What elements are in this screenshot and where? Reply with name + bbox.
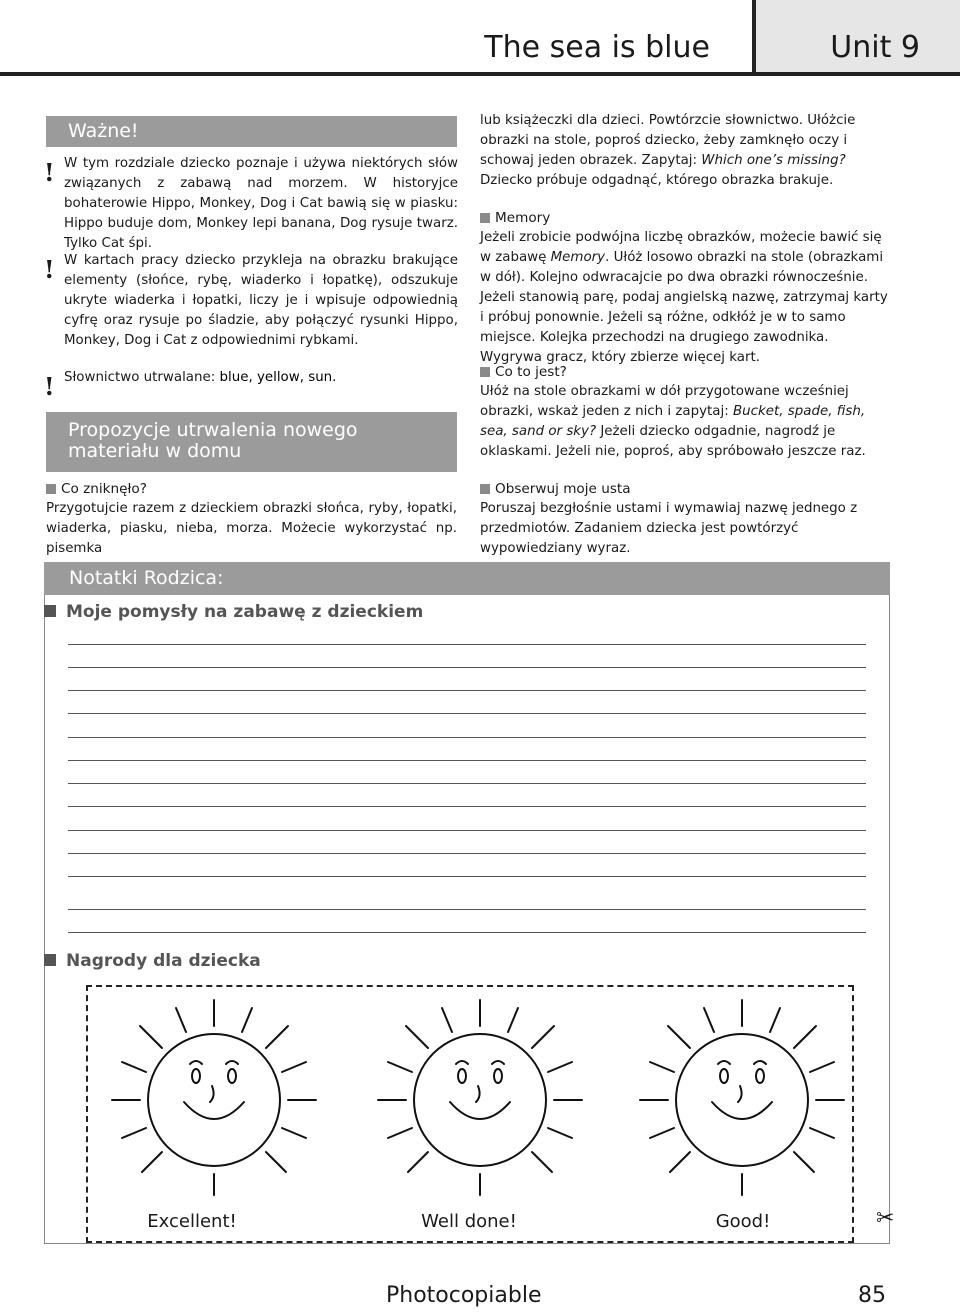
header-separator [752, 0, 756, 76]
page-title: The sea is blue [484, 30, 710, 65]
exclamation-icon: ! [44, 255, 55, 284]
wazne-paragraph-2: W kartach pracy dziecko przykleja na obrazku brakujące elementy (słońce, rybę, wiaderko i łopatkę), odszukuje ukryte wiaderka i łopatki, liczy je i wpisuje odpowiednią cyfrę oraz rysuje po śladzie, aby połączyć rysunki Hippo, Monkey, Dog i Cat z odpowiednimi rybkami. [64, 253, 458, 348]
writing-line[interactable] [68, 690, 866, 691]
square-bullet-icon [44, 954, 56, 966]
writing-line[interactable] [68, 932, 866, 933]
header-rule [0, 72, 960, 76]
unit-label: Unit 9 [830, 30, 920, 65]
smiling-sun-icon [632, 990, 852, 1200]
memory-text: Jeżeli zrobicie podwójna liczbę obrazków, możecie bawić się w zabawę Memory. Ułóż losowo obrazki na stole (obrazkami w dół). Kolejno odwracajcie po dwa obrazki równocześnie. Jeżeli stanowią parę, podaj angielską nazwę, zatrzymaj karty i próbuj ponownie. Jeżeli są różne, odkłóż je w to samo miejsce. Kolejka przechodzi na drugiego zawodnika. Wygrywa gracz, który zbierze więcej kart. [480, 230, 888, 365]
vocabulary-label: Słownictwo utrwalane: [64, 370, 216, 385]
square-bullet-icon [480, 213, 490, 223]
award-label-excellent: Excellent! [147, 1211, 237, 1232]
notes-heading: Notatki Rodzica: [44, 562, 890, 595]
vocabulary-words: blue, yellow, sun. [219, 370, 337, 385]
smiling-sun-icon [104, 990, 324, 1200]
square-bullet-icon [480, 367, 490, 377]
cotojest-text: Ułóż na stole obrazkami w dół przygotowane wcześniej obrazki, wskaż jeden z nich i zapytaj: Bucket, spade, fish, sea, sand or sky? Jeżeli dziecko odgadnie, nagrodź je oklaskami. Jeżeli nie, poproś, aby spróbowało jeszcze raz. [480, 384, 866, 459]
writing-line[interactable] [68, 853, 866, 854]
writing-line[interactable] [68, 713, 866, 714]
writing-line[interactable] [68, 644, 866, 645]
writing-line[interactable] [68, 909, 866, 910]
exclamation-icon: ! [44, 158, 55, 187]
obserwuj-text: Poruszaj bezgłośnie ustami i wymawiaj nazwę jednego z przedmiotów. Zadaniem dziecka jest powtórzyć wypowiedziany wyraz. [480, 501, 858, 556]
co-zniknelo-text: Przygotujcie razem z dzieckiem obrazki słońca, ryby, łopatki, wiaderka, piasku, nieba, morza. Możecie wykorzystać np. pisemka [46, 501, 457, 556]
writing-line[interactable] [68, 737, 866, 738]
nagrody-heading: Nagrody dla dziecka [44, 951, 261, 971]
cotojest-heading: Co to jest? [480, 362, 567, 382]
obserwuj-heading: Obserwuj moje usta [480, 479, 631, 499]
vocabulary-line [64, 368, 458, 388]
page-number: 85 [858, 1283, 886, 1308]
writing-line[interactable] [68, 760, 866, 761]
writing-line[interactable] [68, 667, 866, 668]
writing-line[interactable] [68, 876, 866, 877]
exclamation-icon: ! [44, 372, 55, 401]
square-bullet-icon [480, 484, 490, 494]
smiling-sun-icon [370, 990, 590, 1200]
pomysly-heading: Moje pomysły na zabawę z dzieckiem [44, 602, 423, 622]
memory-heading: Memory [480, 208, 550, 228]
co-zniknelo-heading: Co zniknęło? [46, 479, 147, 499]
propozycje-heading: Propozycje utrwalenia nowego materiału w domu [46, 412, 457, 472]
award-label-well-done: Well done! [421, 1211, 517, 1232]
award-label-good: Good! [715, 1211, 771, 1232]
wazne-paragraph-1: W tym rozdziale dziecko poznaje i używa niektórych słów związanych z zabawą nad morzem. W historyjce bohaterowie Hippo, Monkey, Dog i Cat bawią się w piasku: Hippo buduje dom, Monkey lepi banana, Dog rysuje twarz. Tylko Cat śpi. [64, 156, 458, 251]
writing-line[interactable] [68, 830, 866, 831]
wazne-heading: Ważne! [46, 116, 457, 147]
writing-line[interactable] [68, 783, 866, 784]
writing-line[interactable] [68, 806, 866, 807]
square-bullet-icon [44, 605, 56, 617]
continued-text: lub książeczki dla dzieci. Powtórzcie słownictwo. Ułóżcie obrazki na stole, poproś dziecko, żeby zamknęło oczy i schowaj jeden obrazek. Zapytaj: Which one’s missing? Dziecko próbuje odgadnąć, którego obrazka brakuje. [480, 113, 856, 188]
scissors-icon: ✂ [876, 1206, 895, 1231]
square-bullet-icon [46, 484, 56, 494]
photocopiable-label: Photocopiable [386, 1283, 542, 1308]
